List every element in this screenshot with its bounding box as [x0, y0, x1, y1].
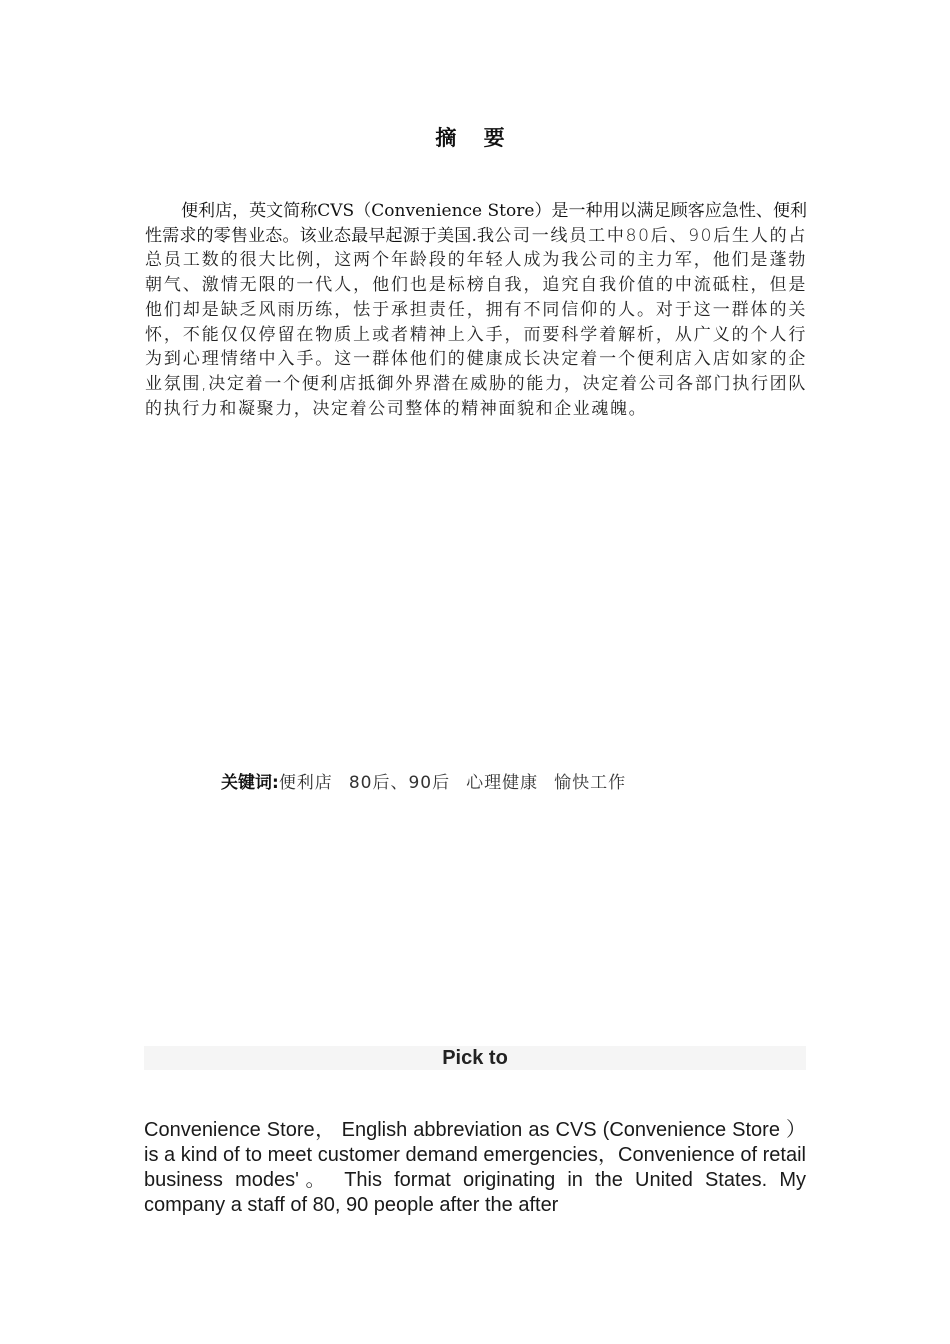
chinese-abstract-paragraph: [145, 199, 807, 421]
keyword-item: 愉快工作: [554, 773, 627, 793]
keyword-item: 80后、90后: [348, 773, 451, 793]
english-abstract-paragraph: Convenience Store， English abbreviation as CVS (Convenience Store ） is a kind of to meet customer demand emergencies，Convenience of retail business modes'。 This format originating in the United States. My company a staff of 80, 90 people after the after: [144, 1119, 806, 1216]
chinese-abstract-lead-text: 便利店，英文简称CVS（Convenience Store）是一种用以满足顾客应急性、便利性需求的零售业态。该业态最早起源于美国.我: [145, 201, 807, 246]
keywords-line: [221, 771, 821, 795]
keyword-item: 心理健康: [466, 773, 539, 793]
chinese-abstract-title: 摘 要: [435, 126, 515, 150]
keywords-separator: :: [272, 773, 279, 793]
keywords-label: 关键词: [221, 773, 272, 793]
chinese-abstract-body-text: 公司一线员工中80后、90后生人的占总员工数的很大比例，这两个年龄段的年轻人成为我公司的主力军，他们是蓬勃朝气、激情无限的一代人，他们也是标榜自我，追究自我价值的中流砥柱，但是他们却是缺乏风雨历练，怯于承担责任，拥有不同信仰的人。对于这一群体的关怀，不能仅仅停留在物质上或者精神上入手，而要科学着解析，从广义的个人行为到心理情绪中入手。这一群体他们的健康成长决定着一个便利店入店如家的企业氛围,决定着一个便利店抵御外界潜在威胁的能力，决定着公司各部门执行团队的执行力和凝聚力，决定着公司整体的精神面貌和企业魂魄。: [145, 225, 807, 419]
keyword-item: 便利店: [278, 773, 333, 793]
english-abstract-title: Pick to: [442, 1047, 508, 1069]
